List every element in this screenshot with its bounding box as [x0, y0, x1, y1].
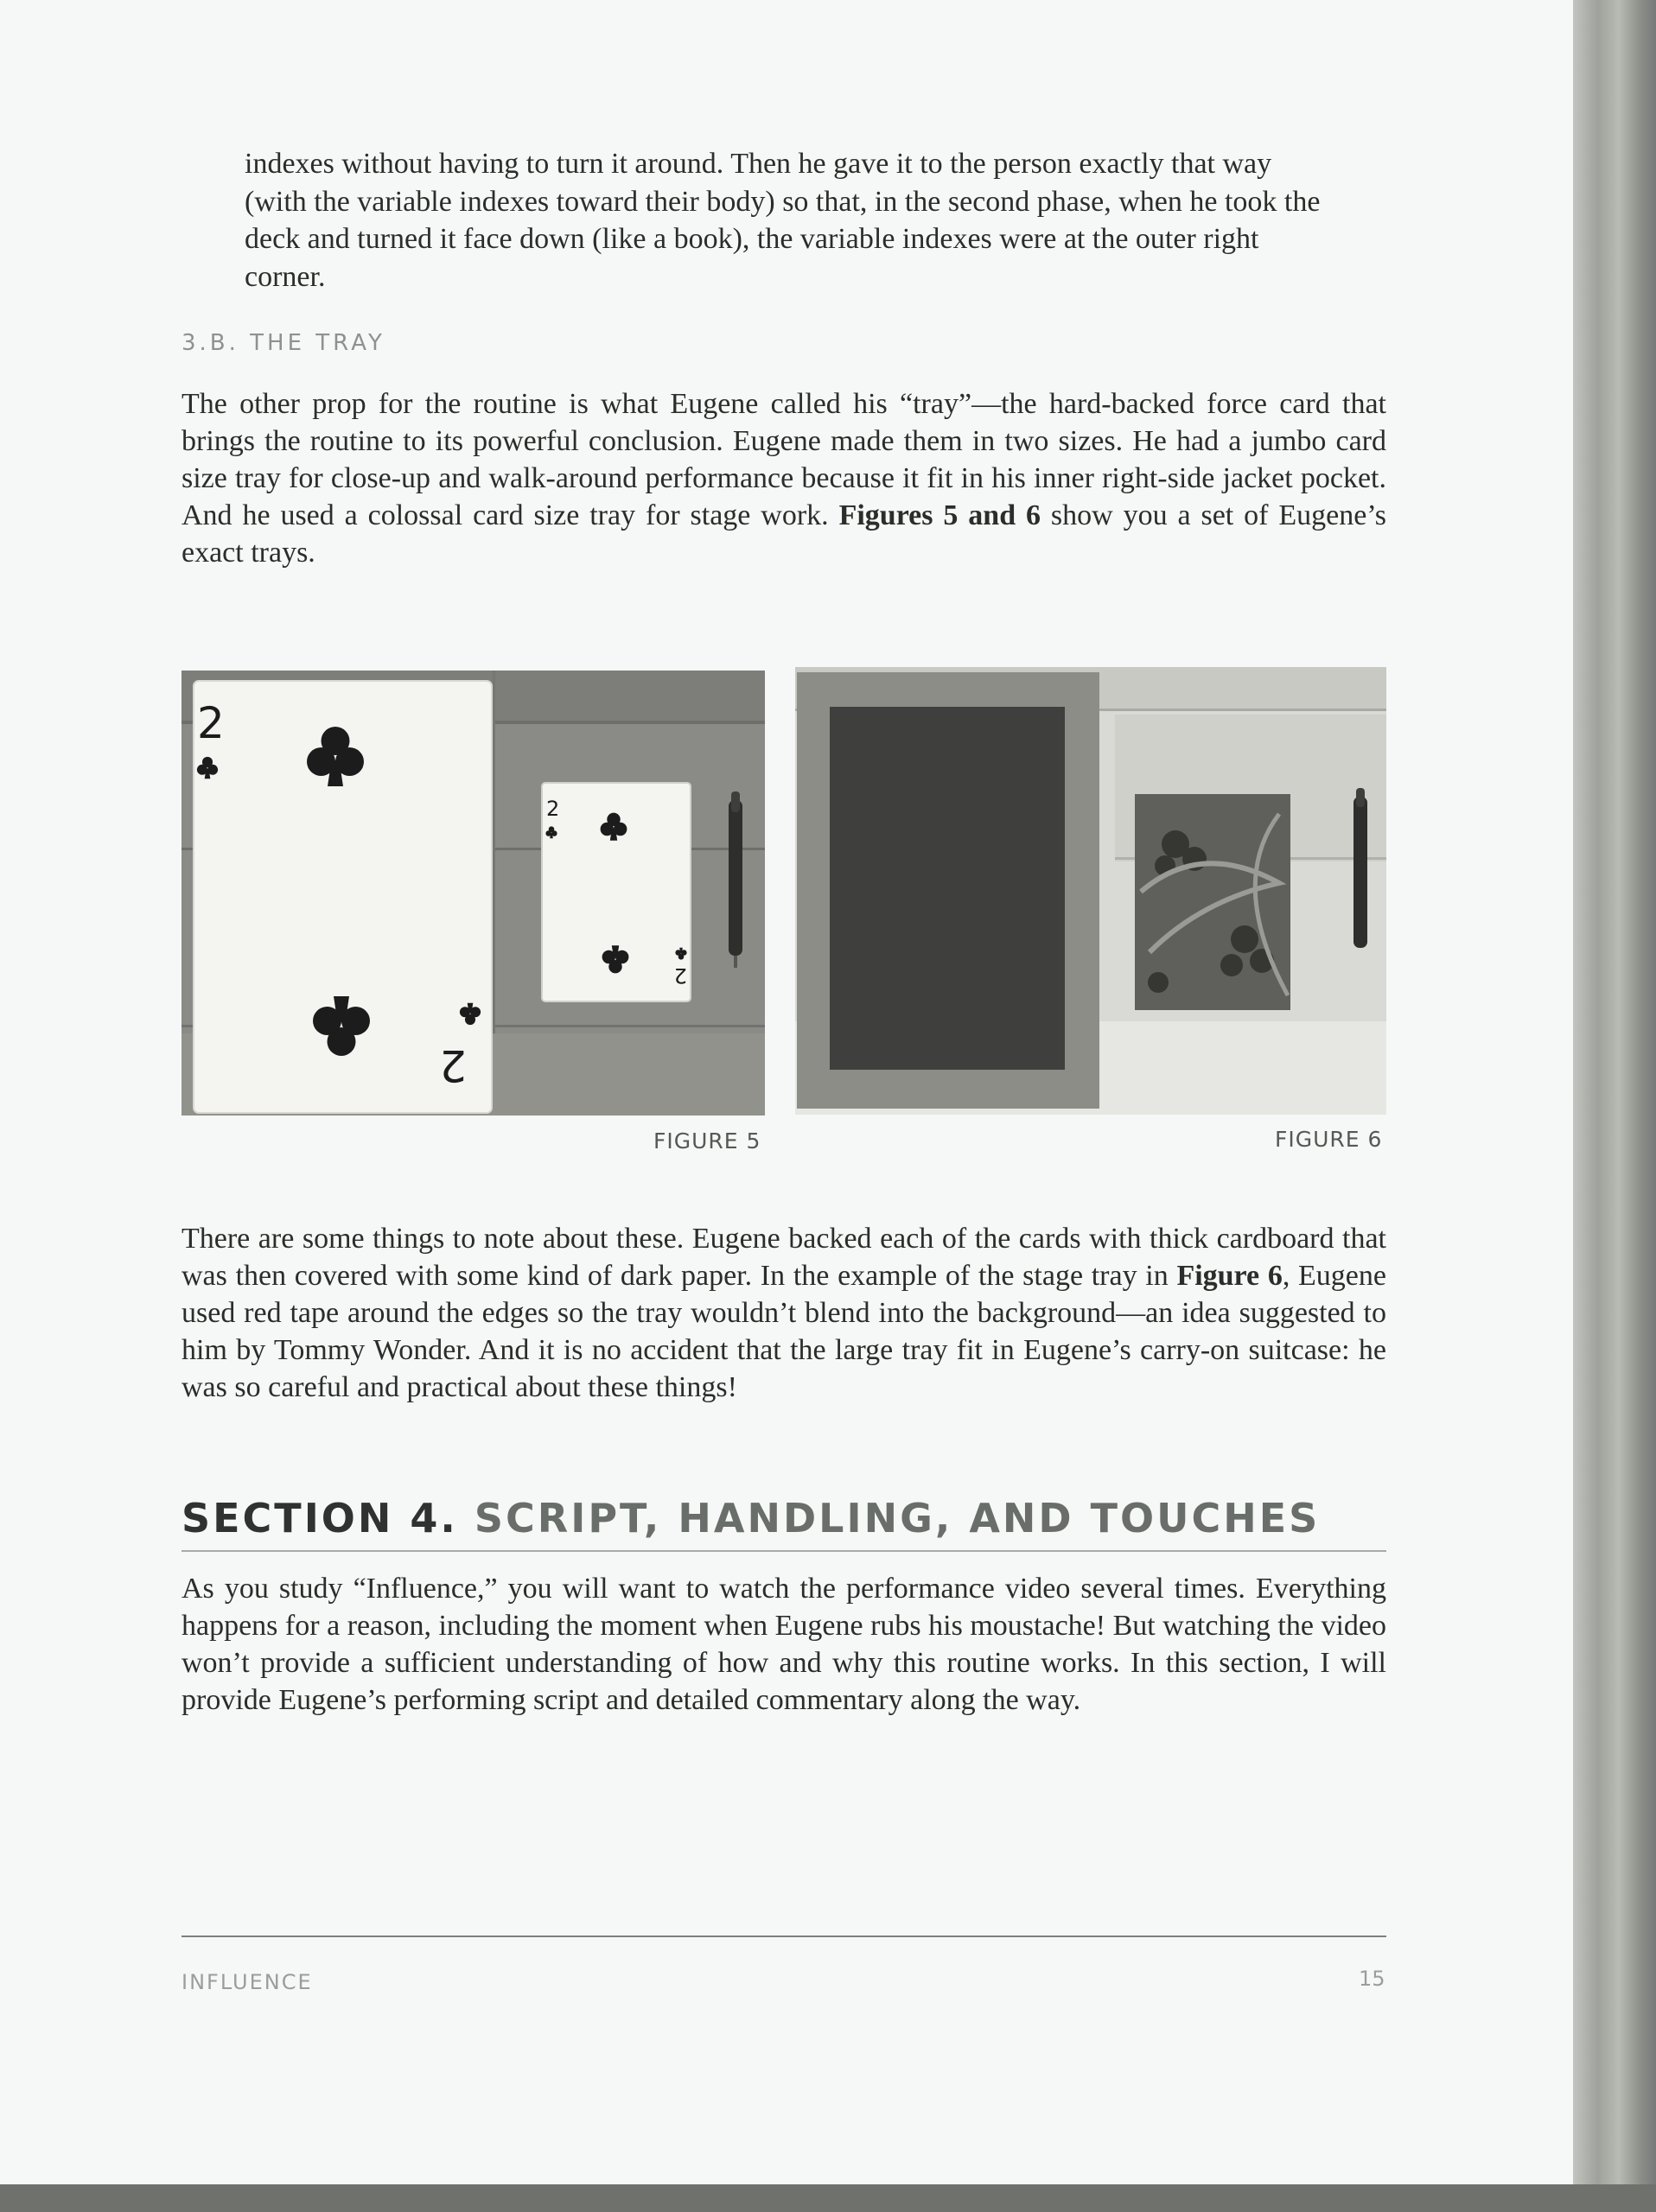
tray-paragraph-text-a: The other prop for the routine is what Eugene called his “tray”—the hard-backed force card that brings the routine to its powerful conclusion. Eugene made them in two sizes. He had a jumbo card size tray for close-up and walk-around performance because it fit in his inner right-side jacket pocket. And he used a colossal card size tray for stage work. — [182, 388, 1386, 531]
figure-6-photo — [795, 667, 1386, 1115]
tray-notes-paragraph — [182, 1220, 1386, 1406]
footer-rule — [182, 1936, 1386, 1937]
section-4-paragraph: As you study “Influence,” you will want to watch the performance video several times. Everything happens for a reason, including the moment when Eugene rubs his moustache! But watching the video won’t provide a sufficient understanding of how and why this routine works. In this section, I will provide Eugene’s performing script and detailed commentary along the way. — [182, 1573, 1386, 1716]
small-card-index-inverted: 2 — [673, 963, 687, 988]
tray-notes-text-a: There are some things to note about these. Eugene backed each of the cards with thick cardboard that was then covered with some kind of dark paper. In the example of the stage tray in — [182, 1223, 1386, 1292]
small-card-index: 2 — [546, 797, 560, 821]
figure-reference: Figure 6 — [1176, 1260, 1283, 1292]
big-card-index-inverted: 2 — [439, 1040, 467, 1090]
section-title: SCRIPT, HANDLING, AND TOUCHES — [474, 1495, 1321, 1541]
figure-5-caption: FIGURE 5 — [653, 1128, 761, 1154]
figure-6-caption: FIGURE 6 — [1275, 1127, 1383, 1152]
running-footer-title: INFLUENCE — [182, 1970, 313, 1994]
tray-paragraph — [182, 385, 1386, 571]
page-number: 15 — [1359, 1967, 1385, 1991]
tray-paragraph-text-b: show you a set of Eugene’s exact trays. — [182, 499, 1386, 569]
heading-rule — [182, 1550, 1386, 1552]
pen — [1353, 797, 1367, 948]
figure-reference: Figures 5 and 6 — [838, 499, 1041, 531]
page-edge — [1573, 0, 1656, 2212]
pen — [729, 800, 742, 956]
figure-5-photo — [182, 671, 765, 1116]
tray-notes-text-b: , Eugene used red tape around the edges so the tray wouldn’t blend into the background—an idea suggested to him by Tommy Wonder. And it is no accident that the large tray fit in Eugene’s carry-on suitcase: he was so careful and practical about these things! — [182, 1260, 1386, 1403]
scan-bottom-edge — [0, 2184, 1656, 2212]
big-card-index: 2 — [197, 698, 225, 748]
continuation-paragraph: indexes without having to turn it around. Then he gave it to the person exactly that way (with the variable indexes toward their body) so that, in the second phase, when he took the deck and turned it face down (like a book), the variable indexes were at the outer right corner. — [245, 148, 1321, 293]
section-number: SECTION 4. — [182, 1495, 458, 1541]
section-heading — [182, 1495, 1320, 1541]
subsection-heading: 3.B. THE TRAY — [182, 330, 385, 356]
